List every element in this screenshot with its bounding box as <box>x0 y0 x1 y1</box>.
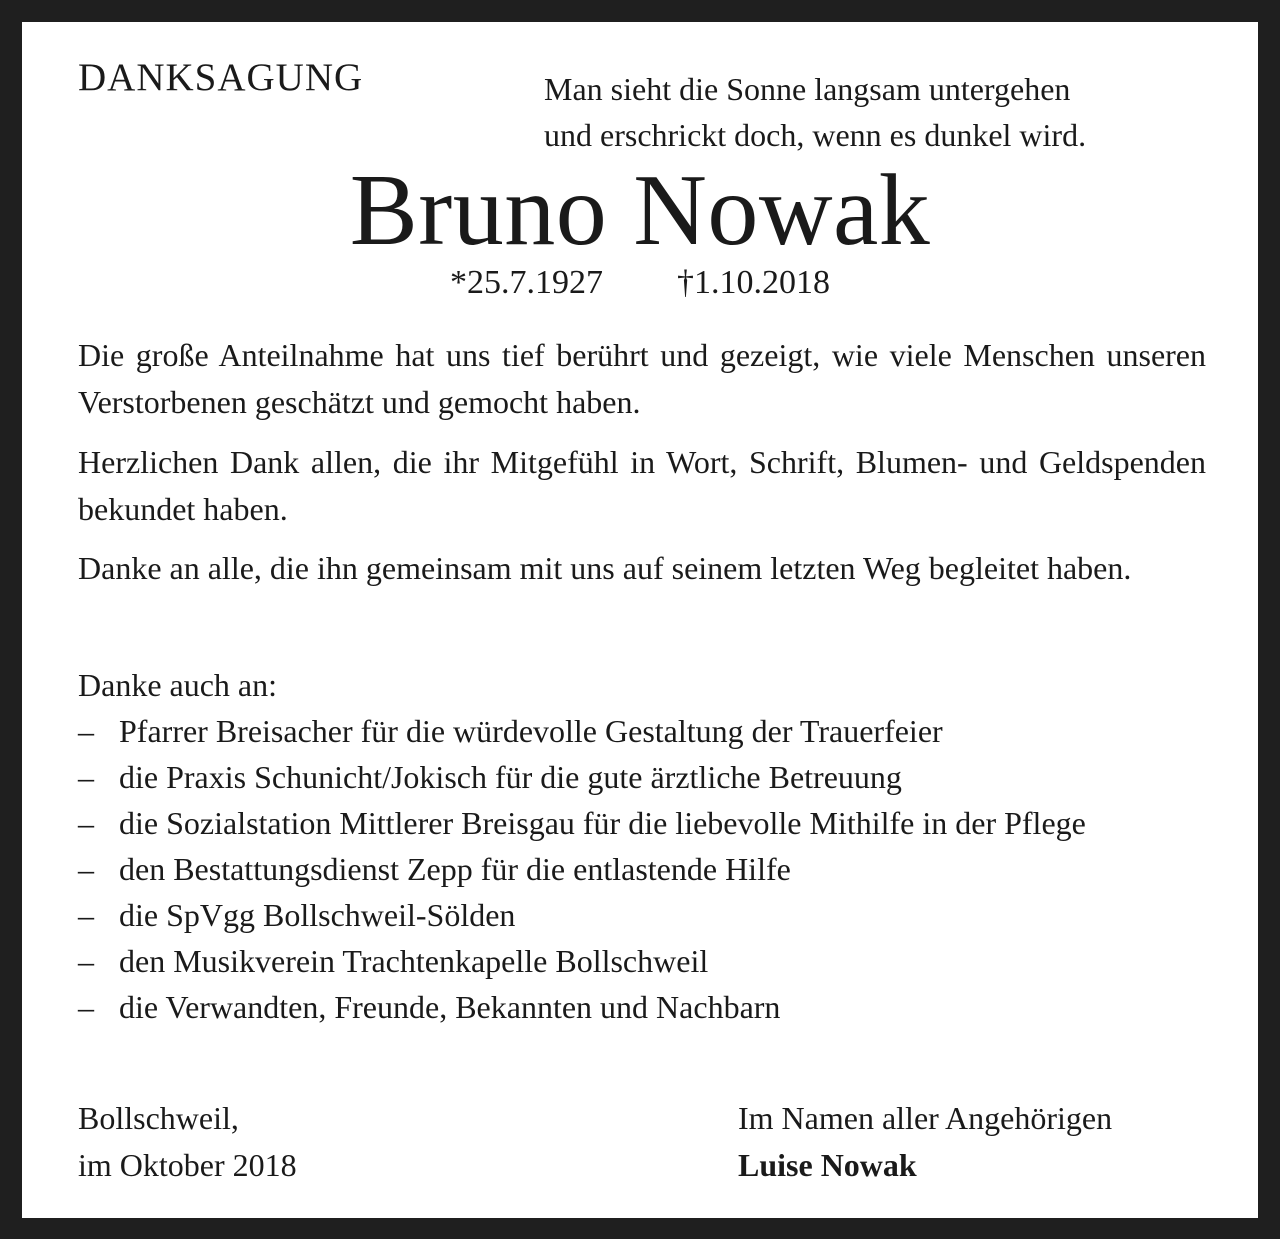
place-date <box>78 1095 297 1189</box>
list-item <box>78 984 1206 1030</box>
date: im Oktober 2018 <box>78 1147 297 1183</box>
dash: – <box>78 805 94 841</box>
on-behalf-text: Im Namen aller Angehörigen <box>738 1100 1113 1136</box>
list-item-text: die Verwandten, Freunde, Bekannten und Nachbarn <box>119 989 781 1025</box>
list-item <box>78 892 1206 938</box>
paragraph: Die große Anteilnahme hat uns tief berührt und gezeigt, wie viele Menschen unseren Verstorbenen geschätzt und gemocht haben. <box>78 337 1206 420</box>
list-item-text: den Bestattungsdienst Zepp für die entlastende Hilfe <box>119 851 791 887</box>
list-item <box>78 938 1206 984</box>
paragraph: Danke an alle, die ihn gemeinsam mit uns auf seinem letzten Weg begleitet haben. <box>78 550 1132 586</box>
death-date: †1.10.2018 <box>677 264 830 301</box>
dash: – <box>78 713 94 749</box>
quote <box>544 66 1086 158</box>
life-dates <box>22 266 1258 300</box>
list-item <box>78 708 1206 754</box>
dash: – <box>78 989 94 1025</box>
birth-date: *25.7.1927 <box>450 264 603 301</box>
list-item-text: Pfarrer Breisacher für die würdevolle Gestaltung der Trauerfeier <box>119 713 943 749</box>
notice-heading: DANKSAGUNG <box>78 56 364 99</box>
list-item-text: den Musikverein Trachtenkapelle Bollschweil <box>119 943 709 979</box>
list-item-text: die Sozialstation Mittlerer Breisgau für die liebevolle Mithilfe in der Pflege <box>119 805 1086 841</box>
list-item-text: die SpVgg Bollschweil-Sölden <box>119 897 516 933</box>
signature-block <box>738 1095 1112 1189</box>
paragraph: Herzlichen Dank allen, die ihr Mitgefühl in Wort, Schrift, Blumen- und Geldspenden bekundet haben. <box>78 444 1206 527</box>
deceased-name: Bruno Nowak <box>349 154 931 267</box>
dash: – <box>78 943 94 979</box>
quote-line: und erschrickt doch, wenn es dunkel wird. <box>544 117 1087 153</box>
dash: – <box>78 851 94 887</box>
thanks-list <box>78 708 1206 1030</box>
dash: – <box>78 759 94 795</box>
obituary-card <box>22 22 1258 1218</box>
dash: – <box>78 897 94 933</box>
list-item <box>78 754 1206 800</box>
list-item-text: die Praxis Schunicht/Jokisch für die gute ärztliche Betreuung <box>119 759 902 795</box>
list-item <box>78 800 1119 846</box>
quote-line: Man sieht die Sonne langsam untergehen <box>544 71 1071 107</box>
thanks-intro: Danke auch an: <box>78 667 278 703</box>
signer-name: Luise Nowak <box>738 1147 917 1183</box>
place: Bollschweil, <box>78 1100 239 1136</box>
list-item <box>78 846 1206 892</box>
